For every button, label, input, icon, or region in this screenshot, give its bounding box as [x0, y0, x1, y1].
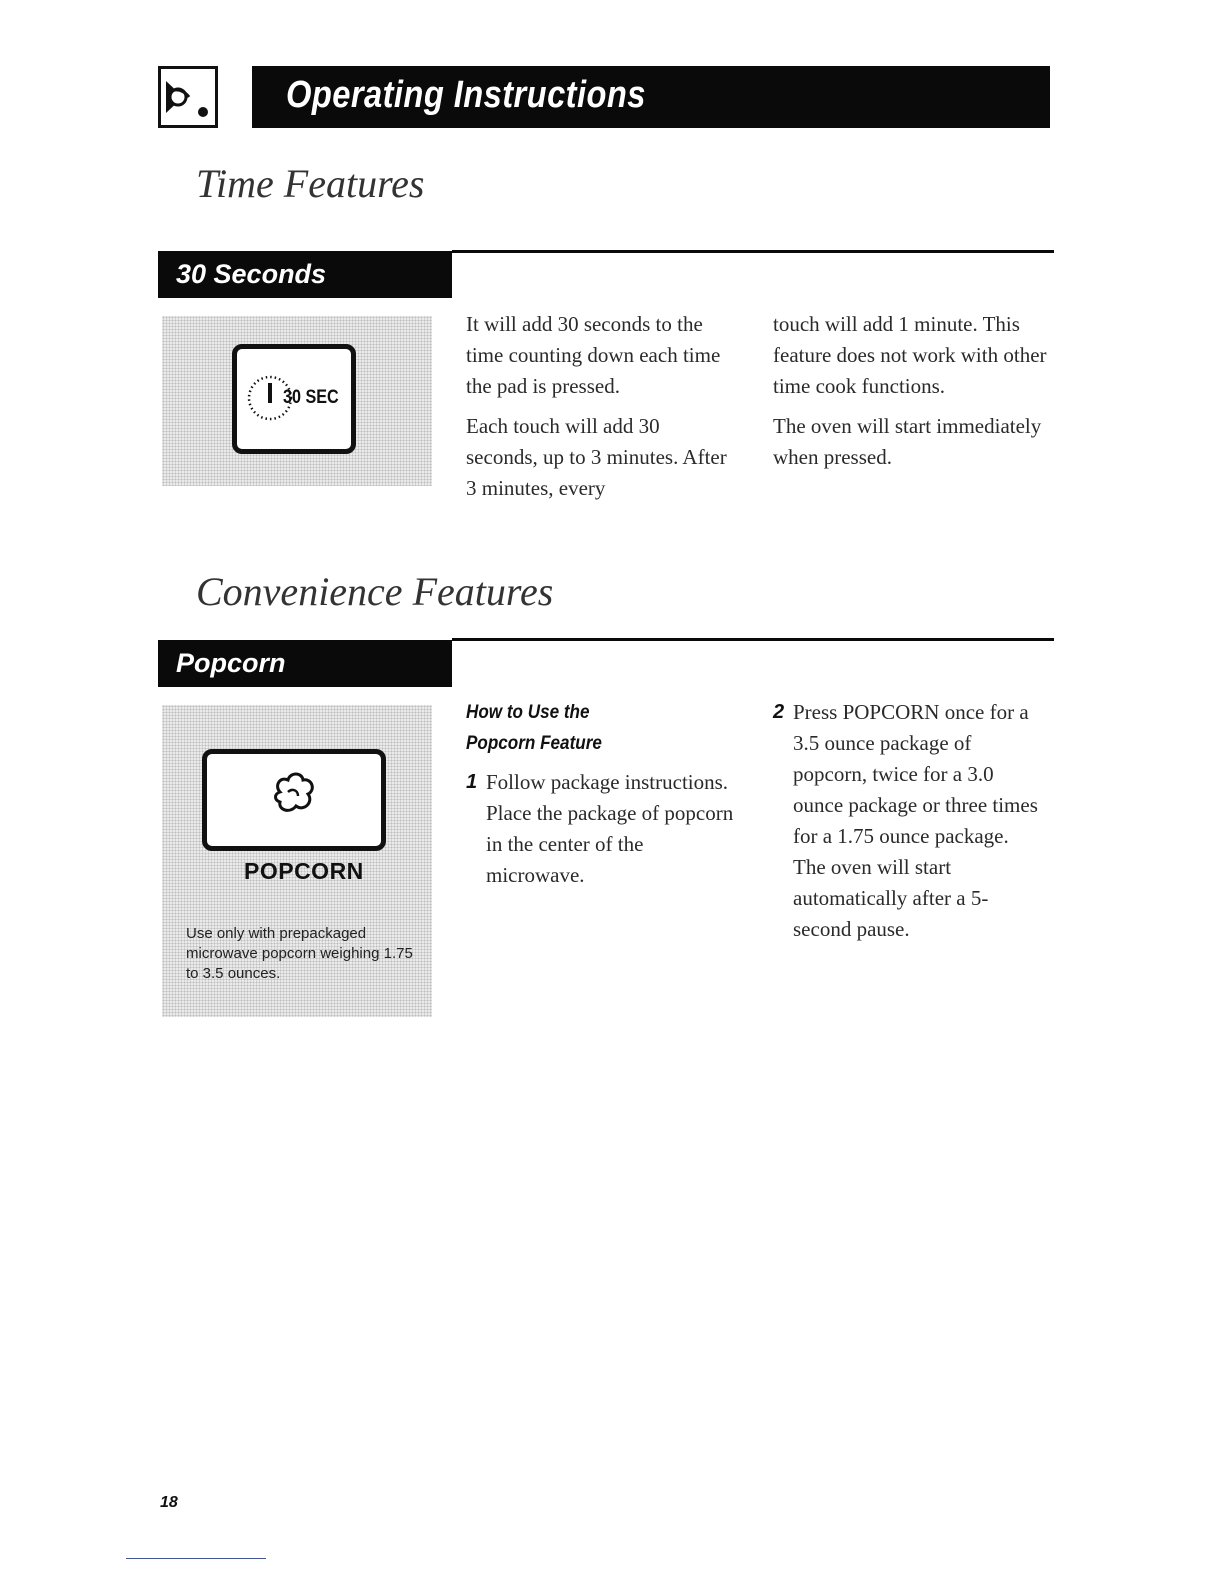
popcorn-icon: [270, 770, 318, 821]
popcorn-pad-illustration: [162, 705, 432, 1017]
thirty-sec-paragraph-4: The oven will start immediately when pressed.: [773, 414, 1042, 469]
popcorn-tab: Popcorn: [158, 640, 452, 687]
thirty-seconds-tab: 30 Seconds: [158, 251, 452, 298]
popcorn-step-1: [466, 767, 736, 891]
step-number: 1: [466, 771, 478, 793]
thirty-sec-pad: [232, 344, 356, 454]
popcorn-step-2: [773, 697, 1043, 945]
footer-line: [126, 1558, 266, 1559]
thirty-sec-pad-illustration: [162, 316, 432, 486]
time-features-title: Time Features: [196, 161, 425, 206]
popcorn-pad-note: Use only with prepackaged microwave popcorn weighing 1.75 to 3.5 ounces.: [186, 925, 413, 982]
microwave-tab-icon: [158, 66, 218, 128]
popcorn-how-to: [466, 697, 746, 891]
thirty-sec-col2: [773, 309, 1053, 482]
popcorn-subhead-line1: How to Use the: [466, 702, 590, 723]
popcorn-pad: [202, 749, 386, 851]
convenience-features-title: Convenience Features: [196, 569, 554, 614]
thirty-sec-paragraph-2: Each touch will add 30 seconds, up to 3 minutes. After 3 minutes, every: [466, 414, 727, 500]
step-text: Press POPCORN once for a 3.5 ounce package of popcorn, twice for a 3.0 ounce package or three times for a 1.75 ounce package. The oven will start automatically after a 5-second pause.: [793, 700, 1038, 941]
thirty-sec-col1: [466, 309, 736, 513]
section-rule: [452, 250, 1054, 253]
thirty-sec-pad-label: 30 SEC: [283, 387, 339, 408]
popcorn-subhead-line2: Popcorn Feature: [466, 733, 602, 754]
page-number: 18: [160, 1494, 178, 1511]
page-header-title: Operating Instructions: [286, 74, 646, 116]
section-rule: [452, 638, 1054, 641]
step-number: 2: [773, 701, 785, 723]
thirty-sec-paragraph-1: It will add 30 seconds to the time counting down each time the pad is pressed.: [466, 312, 721, 398]
thirty-sec-paragraph-3: touch will add 1 minute. This feature does not work with other time cook functions.: [773, 312, 1047, 398]
step-text: Follow package instructions. Place the package of popcorn in the center of the microwave.: [486, 770, 734, 887]
popcorn-pad-label: POPCORN: [244, 858, 364, 884]
